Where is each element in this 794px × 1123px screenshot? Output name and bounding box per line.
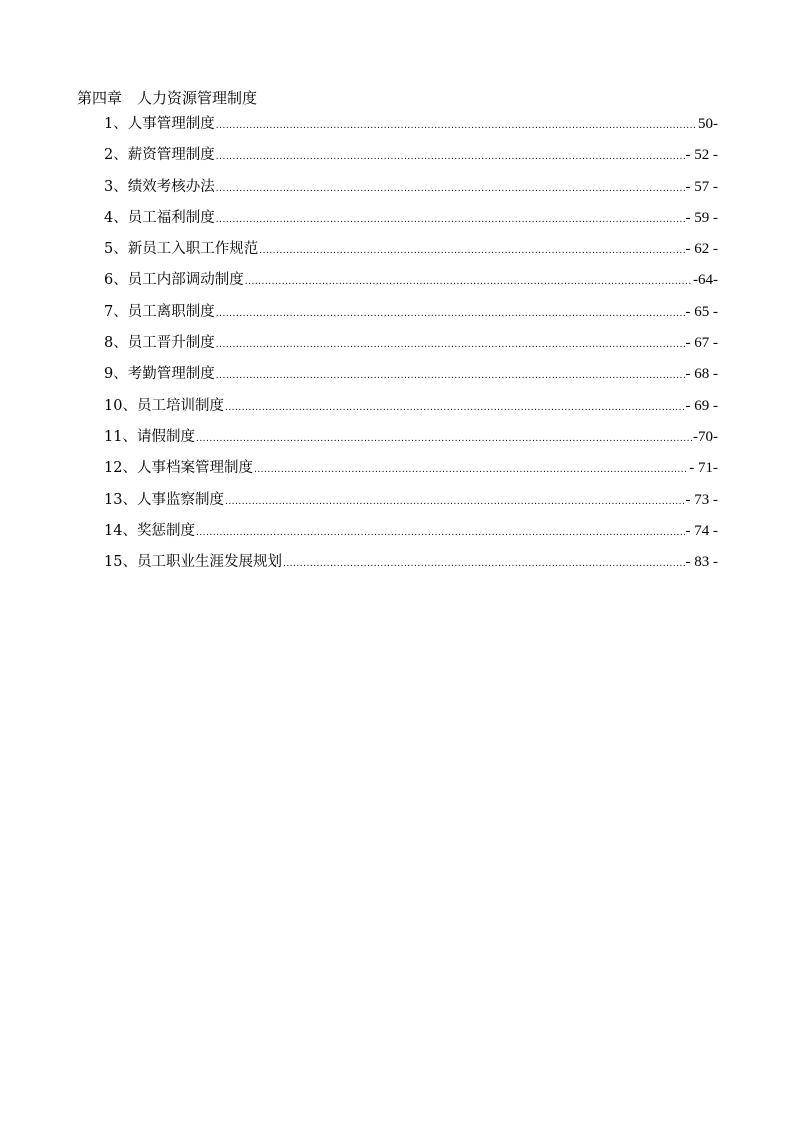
- toc-entry-label: 5、新员工入职工作规范: [104, 241, 259, 258]
- toc-entry-page: -70-: [693, 428, 718, 445]
- toc-entry-page: - 65 -: [685, 303, 718, 320]
- toc-dot-leader: [196, 429, 692, 449]
- toc-dot-leader: [216, 210, 685, 230]
- toc-entry-label: 8、员工晋升制度: [104, 335, 215, 352]
- table-of-contents: [104, 114, 718, 583]
- toc-entry-6[interactable]: [104, 270, 718, 301]
- toc-entry-page: - 74 -: [685, 522, 718, 539]
- chapter-title: 第四章 人力资源管理制度: [77, 89, 258, 107]
- toc-entry-4[interactable]: [104, 208, 718, 239]
- toc-entry-page: -64-: [693, 272, 718, 289]
- toc-entry-label: 6、员工内部调动制度: [104, 272, 244, 289]
- toc-entry-label: 13、人事监察制度: [104, 491, 224, 508]
- toc-entry-page: - 57 -: [685, 178, 718, 195]
- toc-entry-page: - 68 -: [685, 366, 718, 383]
- toc-entry-page: - 73 -: [685, 491, 718, 508]
- toc-entry-7[interactable]: [104, 302, 718, 333]
- toc-dot-leader: [225, 492, 685, 512]
- toc-entry-label: 11、请假制度: [104, 428, 195, 445]
- toc-entry-page: - 52 -: [685, 147, 718, 164]
- toc-entry-8[interactable]: [104, 333, 718, 364]
- toc-entry-label: 15、员工职业生涯发展规划: [104, 554, 282, 571]
- toc-dot-leader: [283, 554, 685, 574]
- toc-entry-page: - 67 -: [685, 335, 718, 352]
- toc-entry-5[interactable]: [104, 239, 718, 270]
- toc-dot-leader: [216, 179, 685, 199]
- toc-entry-page: - 59 -: [685, 209, 718, 226]
- toc-entry-page: - 62 -: [685, 241, 718, 258]
- toc-entry-2[interactable]: [104, 145, 718, 176]
- toc-dot-leader: [225, 398, 685, 418]
- toc-dot-leader: [216, 366, 685, 386]
- toc-entry-3[interactable]: [104, 177, 718, 208]
- toc-entry-label: 9、考勤管理制度: [104, 366, 215, 383]
- toc-dot-leader: [259, 241, 684, 261]
- toc-entry-10[interactable]: [104, 396, 718, 427]
- toc-entry-label: 14、奖惩制度: [104, 522, 195, 539]
- toc-entry-label: 1、人事管理制度: [104, 116, 215, 132]
- toc-dot-leader: [216, 304, 685, 324]
- toc-dot-leader: [196, 523, 685, 543]
- toc-entry-13[interactable]: [104, 490, 718, 521]
- toc-dot-leader: [216, 116, 697, 136]
- toc-entry-label: 12、人事档案管理制度: [104, 460, 253, 477]
- toc-entry-label: 10、员工培训制度: [104, 397, 224, 414]
- toc-entry-label: 3、绩效考核办法: [104, 178, 215, 195]
- toc-entry-label: 4、员工福利制度: [104, 209, 215, 226]
- toc-entry-9[interactable]: [104, 364, 718, 395]
- toc-entry-14[interactable]: [104, 521, 718, 552]
- toc-entry-page: - 69 -: [685, 397, 718, 414]
- toc-entry-1[interactable]: [104, 114, 718, 145]
- toc-dot-leader: [245, 272, 692, 292]
- toc-entry-11[interactable]: [104, 427, 718, 458]
- toc-entry-label: 7、员工离职制度: [104, 303, 215, 320]
- toc-dot-leader: [254, 460, 688, 480]
- toc-entry-15[interactable]: [104, 552, 718, 583]
- toc-entry-page: - 83 -: [685, 554, 718, 571]
- toc-entry-page: - 71-: [689, 460, 718, 477]
- toc-entry-label: 2、薪资管理制度: [104, 147, 215, 164]
- toc-entry-12[interactable]: [104, 458, 718, 489]
- toc-dot-leader: [216, 335, 685, 355]
- toc-dot-leader: [216, 147, 685, 167]
- toc-entry-page: 50-: [698, 116, 718, 132]
